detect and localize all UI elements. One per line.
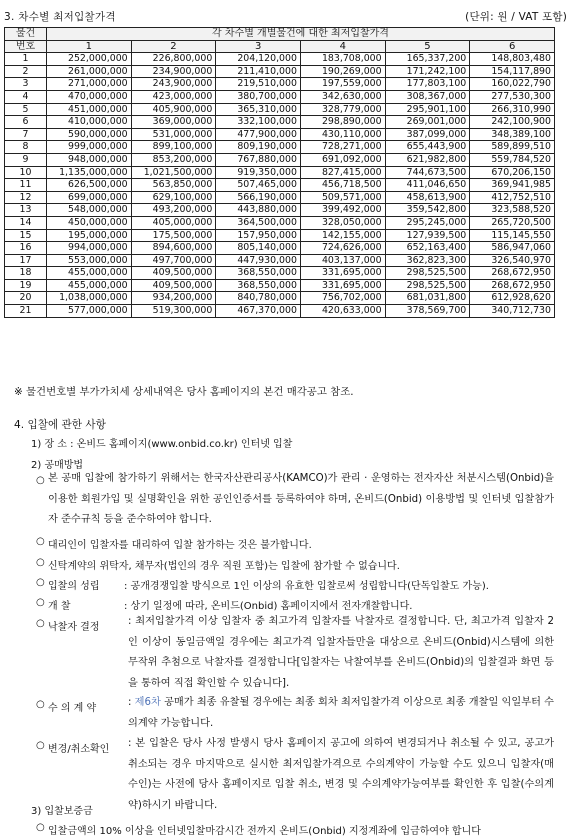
price-cell: 767,880,000: [216, 153, 301, 166]
price-cell: 590,000,000: [47, 128, 132, 141]
price-cell: 899,100,000: [131, 141, 216, 154]
price-cell: 298,525,500: [385, 267, 470, 280]
price-cell: 271,000,000: [47, 78, 132, 91]
item-number-cell: 16: [5, 242, 47, 255]
item-number-cell: 18: [5, 267, 47, 280]
price-cell: 497,700,000: [131, 254, 216, 267]
price-cell: 268,672,950: [470, 279, 555, 292]
price-cell: 621,982,800: [385, 153, 470, 166]
price-cell: 430,110,000: [300, 128, 385, 141]
bullet-text-7: [128, 693, 554, 734]
price-cell: 470,000,000: [47, 90, 132, 103]
price-cell: 853,200,000: [131, 153, 216, 166]
price-cell: 369,000,000: [131, 116, 216, 129]
table-row: [5, 65, 555, 78]
header-round: 4: [300, 40, 385, 53]
price-cell: 331,695,000: [300, 267, 385, 280]
table-row: [5, 242, 555, 255]
price-cell: 563,850,000: [131, 179, 216, 192]
price-cell: 328,050,000: [300, 216, 385, 229]
price-cell: 154,117,890: [470, 65, 555, 78]
price-cell: 277,530,300: [470, 90, 555, 103]
highlight-round: 제6차: [134, 697, 161, 708]
price-cell: 412,752,510: [470, 191, 555, 204]
price-cell: 589,899,510: [470, 141, 555, 154]
price-cell: 509,571,000: [300, 191, 385, 204]
price-cell: 160,022,790: [470, 78, 555, 91]
bullet-text-6: : 최저입찰가격 이상 입찰자 중 최고가격 입찰자를 낙찰자로 결정합니다. 단, 최고가격 입찰자 2인 이상이 동일금액일 경우에는 최고가격 입찰자들만을 대상으로 온비드(Onbid)시스템에 의한 무작위 추첨으로 낙찰자를 결정합니다[입찰자는 낙찰여부를 온비드(Onbid)의 입찰결과 화면 등을 통하여 직접 확인할 수 있습니다].: [128, 616, 554, 689]
price-cell: 840,780,000: [216, 292, 301, 305]
price-cell: 369,941,985: [470, 179, 555, 192]
item-location: 1) 장 소 : 온비드 홈페이지(www.onbid.co.kr) 인터넷 입찰: [31, 439, 293, 450]
item-number-cell: 15: [5, 229, 47, 242]
header-round: 5: [385, 40, 470, 53]
header-round: 1: [47, 40, 132, 53]
price-cell: 458,613,900: [385, 191, 470, 204]
bullet-label-opening: 개 찰: [48, 601, 71, 612]
table-row: [5, 153, 555, 166]
header-item-no-bottom: 번호: [5, 40, 47, 53]
table-row: [5, 166, 555, 179]
section-3-title: 3. 차수별 최저입찰가격: [4, 11, 116, 23]
price-cell: 1,038,000,000: [47, 292, 132, 305]
price-cell: 447,930,000: [216, 254, 301, 267]
price-cell: 242,100,900: [470, 116, 555, 129]
price-cell: 365,310,000: [216, 103, 301, 116]
table-row: [5, 279, 555, 292]
price-cell: 157,950,000: [216, 229, 301, 242]
price-cell: 331,695,000: [300, 279, 385, 292]
price-cell: 190,269,000: [300, 65, 385, 78]
price-cell: 175,500,000: [131, 229, 216, 242]
header-round: 6: [470, 40, 555, 53]
bullet-label-private-contract: 수 의 계 약: [48, 703, 97, 714]
price-cell: 165,337,200: [385, 53, 470, 66]
price-cell: 183,708,000: [300, 53, 385, 66]
price-cell: 409,500,000: [131, 279, 216, 292]
bullet-label-winner: 낙찰자 결정: [48, 622, 100, 633]
header-round: 2: [131, 40, 216, 53]
price-cell: 405,900,000: [131, 103, 216, 116]
price-cell: 340,712,730: [470, 305, 555, 318]
price-cell: 243,900,000: [131, 78, 216, 91]
table-row: [5, 179, 555, 192]
price-cell: 629,100,000: [131, 191, 216, 204]
item-number-cell: 11: [5, 179, 47, 192]
bullet-icon: ○: [36, 699, 45, 710]
bullet-text-1: 본 공매 입찰에 참가하기 위해서는 한국자산관리공사(KAMCO)가 관리 · 운영하는 전자자산 처분시스템(Onbid)을 이용한 회원가입 및 실명확인을 위한 공인인증서를 등록하여야 하며, 온비드(Onbid) 이용방법 및 인터넷 입찰참가자 준수규칙 등을 준수하여야 합니다.: [48, 473, 554, 525]
bullet-icon: ○: [36, 740, 45, 751]
bullet-text-9: 입찰금액의 10% 이상을 인터넷입찰마감시간 전까지 온비드(Onbid) 지정계좌에 입금하여야 합니다: [48, 826, 481, 837]
item-number-cell: 5: [5, 103, 47, 116]
price-cell: 308,367,000: [385, 90, 470, 103]
item-number-cell: 2: [5, 65, 47, 78]
price-cell: 493,200,000: [131, 204, 216, 217]
price-cell: 295,245,000: [385, 216, 470, 229]
price-cell: 127,939,500: [385, 229, 470, 242]
price-cell: 699,000,000: [47, 191, 132, 204]
price-cell: 142,155,000: [300, 229, 385, 242]
price-cell: 681,031,800: [385, 292, 470, 305]
price-cell: 211,410,000: [216, 65, 301, 78]
item-number-cell: 4: [5, 90, 47, 103]
min-bid-price-table: [4, 27, 555, 318]
item-number-cell: 1: [5, 53, 47, 66]
price-cell: 553,000,000: [47, 254, 132, 267]
price-cell: 626,500,000: [47, 179, 132, 192]
price-cell: 423,000,000: [131, 90, 216, 103]
price-cell: 171,242,100: [385, 65, 470, 78]
item-number-cell: 21: [5, 305, 47, 318]
table-row: [5, 103, 555, 116]
table-row: [5, 116, 555, 129]
bullet-icon: ○: [36, 536, 45, 547]
price-cell: 197,559,000: [300, 78, 385, 91]
price-cell: 115,145,550: [470, 229, 555, 242]
price-cell: 405,000,000: [131, 216, 216, 229]
price-cell: 948,000,000: [47, 153, 132, 166]
price-cell: 399,492,000: [300, 204, 385, 217]
price-cell: 744,673,500: [385, 166, 470, 179]
item-number-cell: 7: [5, 128, 47, 141]
item-deposit: 3) 입찰보증금: [31, 806, 93, 817]
price-cell: 507,465,000: [216, 179, 301, 192]
unit-note: (단위: 원 / VAT 포함): [465, 11, 567, 23]
item-number-cell: 6: [5, 116, 47, 129]
price-cell: 177,803,100: [385, 78, 470, 91]
price-cell: 756,702,000: [300, 292, 385, 305]
price-cell: 805,140,000: [216, 242, 301, 255]
price-cell: 378,569,700: [385, 305, 470, 318]
item-number-cell: 13: [5, 204, 47, 217]
price-cell: 265,720,500: [470, 216, 555, 229]
table-row: [5, 53, 555, 66]
table-row: [5, 204, 555, 217]
item-number-cell: 9: [5, 153, 47, 166]
price-cell: 261,000,000: [47, 65, 132, 78]
price-cell: 1,021,500,000: [131, 166, 216, 179]
footnote: ※ 물건번호별 부가가치세 상세내역은 당사 홈페이지의 본건 매각공고 참조.: [14, 386, 354, 398]
table-row: [5, 78, 555, 91]
price-cell: 234,900,000: [131, 65, 216, 78]
table-row: [5, 305, 555, 318]
price-cell: 691,092,000: [300, 153, 385, 166]
bullet-icon: ○: [36, 475, 45, 486]
bullet-text-3: 신탁계약의 위탁자, 채무자(법인의 경우 직원 포함)는 입찰에 참가할 수 없습니다.: [48, 561, 400, 572]
price-cell: 298,525,500: [385, 279, 470, 292]
price-cell: 266,310,990: [470, 103, 555, 116]
bullet-label-change-cancel: 변경/취소확인: [48, 744, 110, 755]
table-row: [5, 128, 555, 141]
section-4-title: 4. 입찰에 관한 사항: [14, 419, 106, 431]
bullet-label-bid-formation: 입찰의 성립: [48, 581, 100, 592]
bullet-icon: ○: [36, 618, 45, 629]
bullet-text-7-prefix: :: [128, 697, 135, 708]
price-cell: 477,900,000: [216, 128, 301, 141]
price-cell: 450,000,000: [47, 216, 132, 229]
price-cell: 368,550,000: [216, 267, 301, 280]
price-cell: 298,890,000: [300, 116, 385, 129]
price-cell: 612,928,620: [470, 292, 555, 305]
price-cell: 411,046,650: [385, 179, 470, 192]
price-cell: 268,672,950: [470, 267, 555, 280]
price-cell: 999,000,000: [47, 141, 132, 154]
bullet-text-5: : 상기 일정에 따라, 온비드(Onbid) 홈페이지에서 전자개찰합니다.: [124, 601, 413, 612]
price-cell: 269,001,000: [385, 116, 470, 129]
table-row: [5, 254, 555, 267]
price-cell: 728,271,000: [300, 141, 385, 154]
table-row: [5, 90, 555, 103]
table-row: [5, 292, 555, 305]
price-cell: 670,206,150: [470, 166, 555, 179]
price-cell: 403,137,000: [300, 254, 385, 267]
bullet-icon: ○: [36, 577, 45, 588]
price-cell: 577,000,000: [47, 305, 132, 318]
price-cell: 519,300,000: [131, 305, 216, 318]
price-cell: 566,190,000: [216, 191, 301, 204]
item-method: 2) 공매방법: [31, 460, 84, 471]
price-cell: 332,100,000: [216, 116, 301, 129]
price-cell: 443,880,000: [216, 204, 301, 217]
price-cell: 934,200,000: [131, 292, 216, 305]
price-cell: 328,779,000: [300, 103, 385, 116]
item-number-cell: 17: [5, 254, 47, 267]
price-cell: 531,000,000: [131, 128, 216, 141]
price-cell: 204,120,000: [216, 53, 301, 66]
price-cell: 387,099,000: [385, 128, 470, 141]
item-number-cell: 8: [5, 141, 47, 154]
price-cell: 451,000,000: [47, 103, 132, 116]
price-cell: 894,600,000: [131, 242, 216, 255]
price-cell: 359,542,800: [385, 204, 470, 217]
price-cell: 226,800,000: [131, 53, 216, 66]
table-row: [5, 216, 555, 229]
header-group: 각 차수별 개별물건에 대한 최저입찰가격: [47, 28, 555, 41]
price-cell: 368,550,000: [216, 279, 301, 292]
price-cell: 919,350,000: [216, 166, 301, 179]
price-cell: 827,415,000: [300, 166, 385, 179]
bullet-text-7-body: 공매가 최종 유찰될 경우에는 최종 회차 최저입찰가격 이상으로 최종 개찰일 익일부터 수의계약 가능합니다.: [128, 697, 554, 729]
table-row: [5, 191, 555, 204]
item-number-cell: 20: [5, 292, 47, 305]
bullet-icon: ○: [36, 557, 45, 568]
price-cell: 1,135,000,000: [47, 166, 132, 179]
price-cell: 456,718,500: [300, 179, 385, 192]
price-cell: 994,000,000: [47, 242, 132, 255]
price-cell: 252,000,000: [47, 53, 132, 66]
price-cell: 652,163,400: [385, 242, 470, 255]
bullet-icon: ○: [36, 822, 45, 833]
price-cell: 409,500,000: [131, 267, 216, 280]
header-round: 3: [216, 40, 301, 53]
price-cell: 295,901,100: [385, 103, 470, 116]
item-number-cell: 14: [5, 216, 47, 229]
price-cell: 195,000,000: [47, 229, 132, 242]
price-cell: 420,633,000: [300, 305, 385, 318]
header-item-no-top: 물건: [5, 28, 47, 41]
bullet-text-2: 대리인이 입찰자를 대리하여 입찰 참가하는 것은 불가합니다.: [48, 540, 312, 551]
price-cell: 362,823,300: [385, 254, 470, 267]
item-number-cell: 10: [5, 166, 47, 179]
price-cell: 219,510,000: [216, 78, 301, 91]
table-row: [5, 141, 555, 154]
bullet-text-4: : 공개경쟁입찰 방식으로 1인 이상의 유효한 입찰로써 성립합니다(단독입찰도 가능).: [124, 581, 489, 592]
table-row: [5, 229, 555, 242]
price-cell: 655,443,900: [385, 141, 470, 154]
price-cell: 326,540,970: [470, 254, 555, 267]
price-cell: 410,000,000: [47, 116, 132, 129]
item-number-cell: 19: [5, 279, 47, 292]
price-cell: 380,700,000: [216, 90, 301, 103]
table-row: [5, 267, 555, 280]
item-number-cell: 12: [5, 191, 47, 204]
price-cell: 548,000,000: [47, 204, 132, 217]
price-cell: 148,803,480: [470, 53, 555, 66]
price-cell: 724,626,000: [300, 242, 385, 255]
price-cell: 342,630,000: [300, 90, 385, 103]
bullet-text-8: : 본 입찰은 당사 사정 발생시 당사 홈페이지 공고에 의하여 변경되거나 취소될 수 있고, 공고가 취소되는 경우 마지막으로 실시한 최저입찰가격으로 수의계약이 가능할 수도 있으니 입찰자(매수인)는 사전에 당사 홈페이지로 입찰 취소, 변경 및 수의계약가능여부를 확인한 후 입찰(수의계약)하시기 바랍니다.: [128, 738, 554, 811]
price-cell: 364,500,000: [216, 216, 301, 229]
price-cell: 586,947,060: [470, 242, 555, 255]
price-cell: 323,588,520: [470, 204, 555, 217]
price-cell: 809,190,000: [216, 141, 301, 154]
price-cell: 467,370,000: [216, 305, 301, 318]
price-cell: 348,389,100: [470, 128, 555, 141]
item-number-cell: 3: [5, 78, 47, 91]
price-cell: 455,000,000: [47, 279, 132, 292]
bullet-icon: ○: [36, 597, 45, 608]
price-cell: 455,000,000: [47, 267, 132, 280]
price-cell: 559,784,520: [470, 153, 555, 166]
